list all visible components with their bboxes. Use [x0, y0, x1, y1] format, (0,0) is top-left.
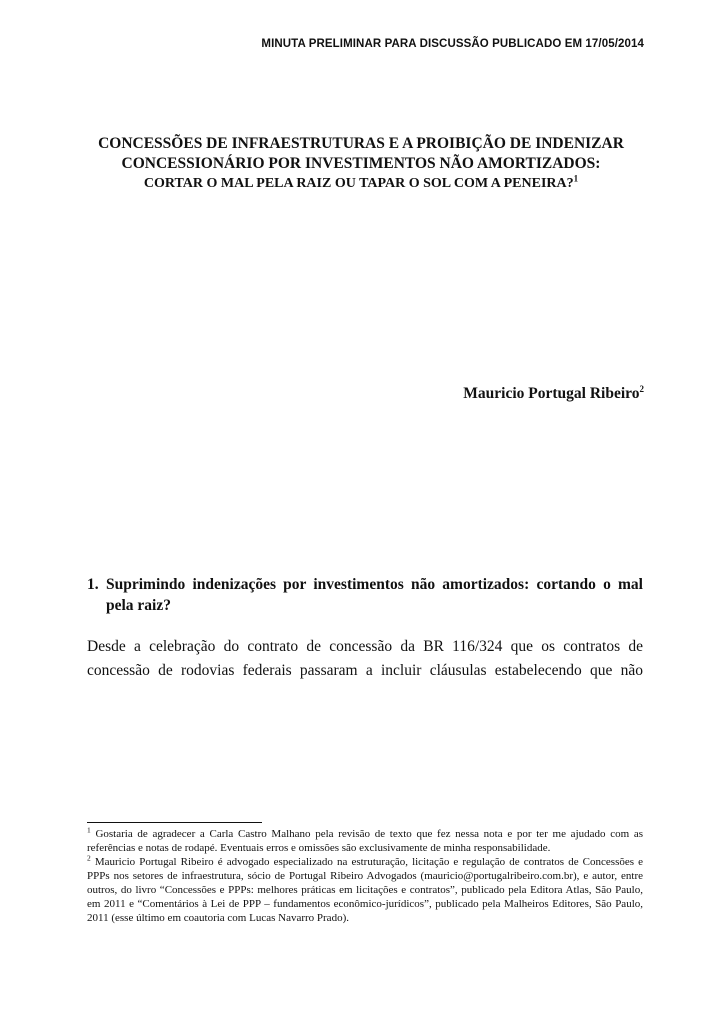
document-title — [60, 134, 662, 194]
title-line-3 — [60, 174, 662, 194]
section-heading — [87, 574, 643, 616]
body-paragraph: Desde a celebração do contrato de concessão da BR 116/324 que os contratos de concessão de rodovias federais passaram a incluir cláusulas estabelecendo que não — [87, 638, 643, 679]
footnote-2 — [87, 855, 643, 925]
footnote-2-text: Mauricio Portugal Ribeiro é advogado especializado na estruturação, licitação e regulação de contratos de Concessões e PPPs nos setores de infraestrutura, sócio de Portugal Ribeiro Advogados (mauricio@portugalribeiro.com.br), e autor, entre outros, do livro “Concessões e PPPs: melhores práticas em licitações e contratos”, publicado pela Editora Atlas, São Paulo, em 2011 e “Comentários à Lei de PPP – fundamentos econômico-jurídicos”, publicado pela Malheiros Editores, São Paulo, 2011 (esse último em coautoria com Lucas Navarro Prado). — [87, 856, 643, 924]
draft-header-note: MINUTA PRELIMINAR PARA DISCUSSÃO PUBLICADO EM 17/05/2014 — [261, 38, 644, 50]
author-name — [463, 385, 644, 403]
author-footnote-marker[interactable]: 2 — [639, 383, 644, 394]
title-line-3-text: CORTAR O MAL PELA RAIZ OU TAPAR O SOL COM A PENEIRA? — [143, 176, 574, 191]
title-line-1: CONCESSÕES DE INFRAESTRUTURAS E A PROIBIÇÃO DE INDENIZAR — [98, 135, 624, 152]
author-name-text: Mauricio Portugal Ribeiro — [463, 385, 640, 402]
footnote-1-text: Gostaria de agradecer a Carla Castro Malhano pela revisão de texto que fez nessa nota e por ter me ajudado com as referências e notas de rodapé. Eventuais erros e omissões são exclusivamente de minha responsabilidade. — [87, 828, 643, 854]
section-heading-text: Suprimindo indenizações por investimentos não amortizados: cortando o mal pela raiz? — [106, 576, 643, 614]
section-number: 1. — [87, 576, 99, 593]
footnote-divider — [87, 822, 262, 823]
title-footnote-marker[interactable]: 1 — [573, 173, 579, 184]
footnote-1-marker: 1 — [87, 825, 91, 835]
footnote-2-marker: 2 — [87, 853, 91, 863]
title-line-2: CONCESSIONÁRIO POR INVESTIMENTOS NÃO AMORTIZADOS: — [121, 155, 601, 172]
footnotes — [87, 827, 643, 925]
footnote-1 — [87, 827, 643, 855]
